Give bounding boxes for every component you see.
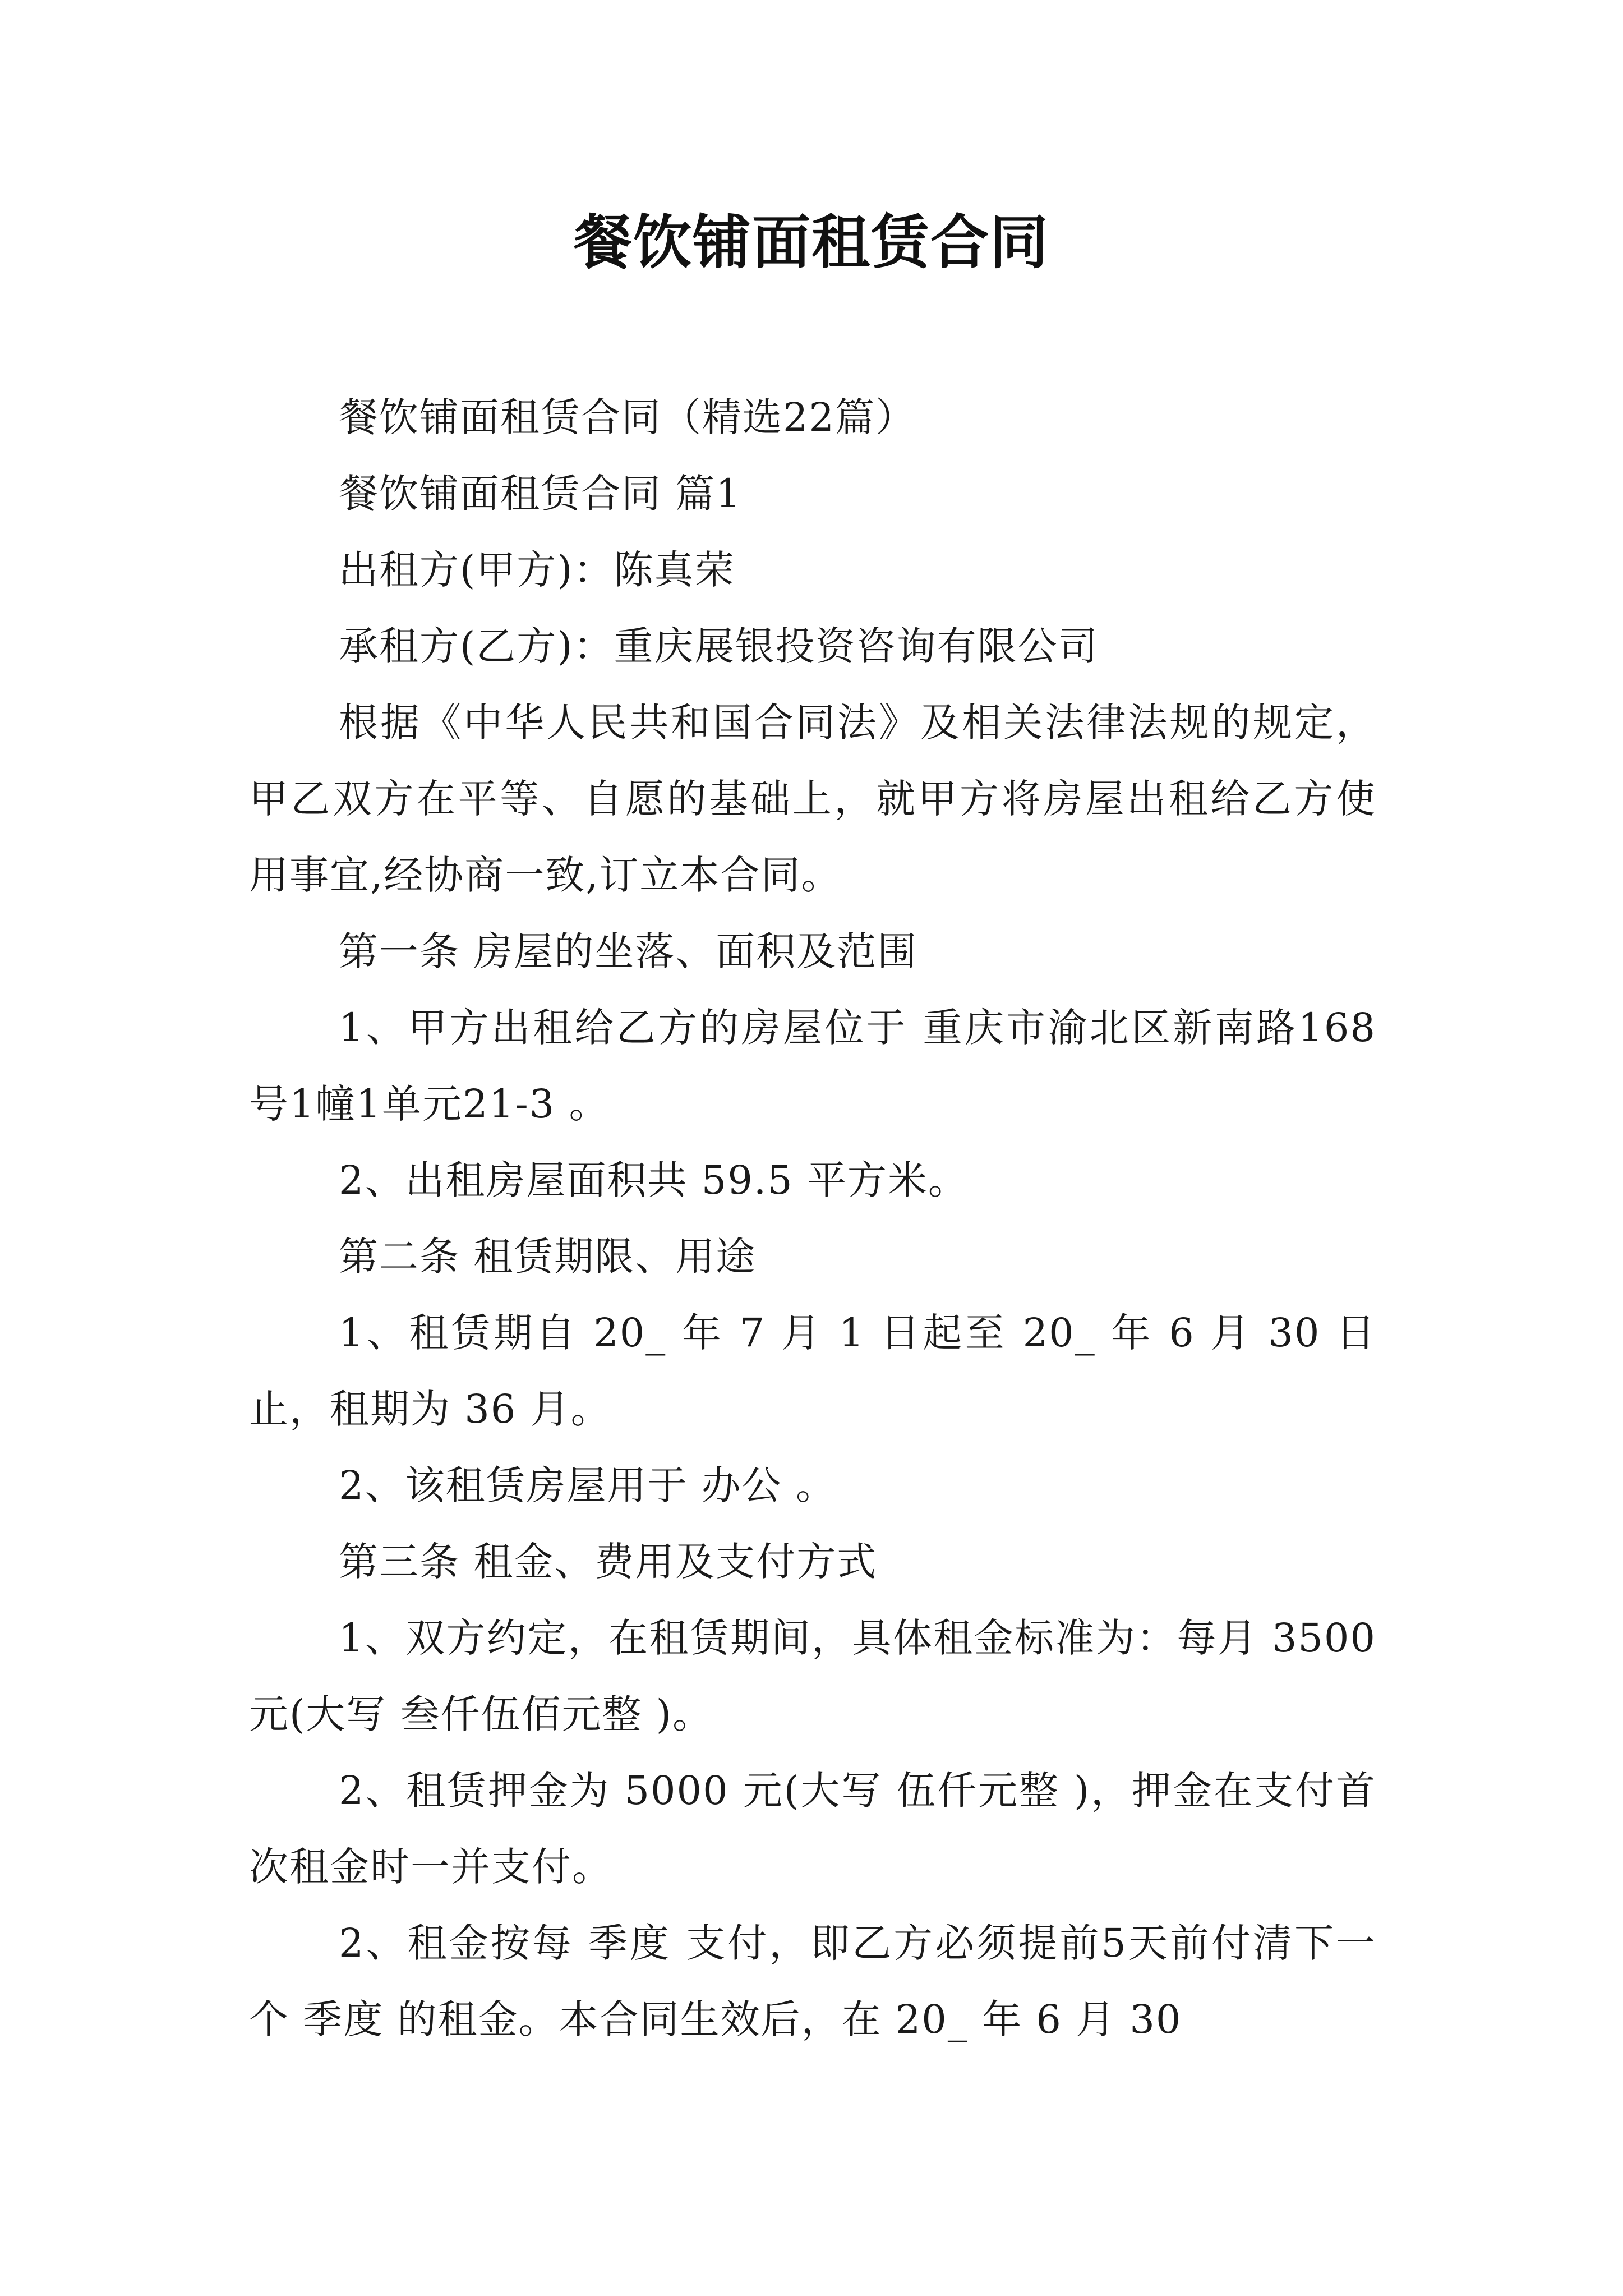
paragraph-section-heading: 餐饮铺面租赁合同 篇1: [339, 471, 742, 517]
paragraph-article-1-item-1: 1、甲方出租给乙方的房屋位于 重庆市渝北区新南路168号1幢1单元21-3 。: [249, 1005, 1376, 1127]
paragraph-article-2-item-1: 1、租赁期自 20_ 年 7 月 1 日起至 20_ 年 6 月 30 日止，租期为 36 月。: [249, 1310, 1376, 1432]
paragraph-article-3-heading: 第三条 租金、费用及支付方式: [339, 1539, 878, 1585]
paragraph-article-1-item-2: 2、出租房屋面积共 59.5 平方米。: [339, 1157, 969, 1203]
paragraph-article-3-item-1: 1、双方约定，在租赁期间，具体租金标准为：每月 3500 元(大写 叁仟伍佰元整 )。: [249, 1615, 1376, 1737]
paragraph-article-1-heading: 第一条 房屋的坐落、面积及范围: [339, 928, 918, 974]
document-title: 餐饮铺面租赁合同: [573, 208, 1049, 277]
paragraph-preamble: 根据《中华人民共和国合同法》及相关法律法规的规定，甲乙双方在平等、自愿的基础上，就甲方将房屋出租给乙方使用事宜,经协商一致,订立本合同。: [249, 700, 1376, 898]
paragraph-article-3-item-2: 2、租赁押金为 5000 元(大写 伍仟元整 )，押金在支付首次租金时一并支付。: [249, 1768, 1376, 1890]
paragraph-article-2-heading: 第二条 租赁期限、用途: [339, 1234, 757, 1280]
paragraph-article-2-item-2: 2、该租赁房屋用于 办公 。: [339, 1462, 837, 1508]
paragraph-lessor: 出租方(甲方)：陈真荣: [339, 547, 735, 593]
paragraph-subtitle: 餐饮铺面租赁合同（精选22篇）: [339, 394, 916, 440]
paragraph-lessee: 承租方(乙方)：重庆展银投资咨询有限公司: [339, 623, 1099, 669]
paragraph-article-3-item-3: 2、租金按每 季度 支付，即乙方必须提前5天前付清下一个 季度 的租金。本合同生效后，在 20_ 年 6 月 30: [249, 1920, 1376, 2042]
document-body: [249, 379, 1376, 2058]
